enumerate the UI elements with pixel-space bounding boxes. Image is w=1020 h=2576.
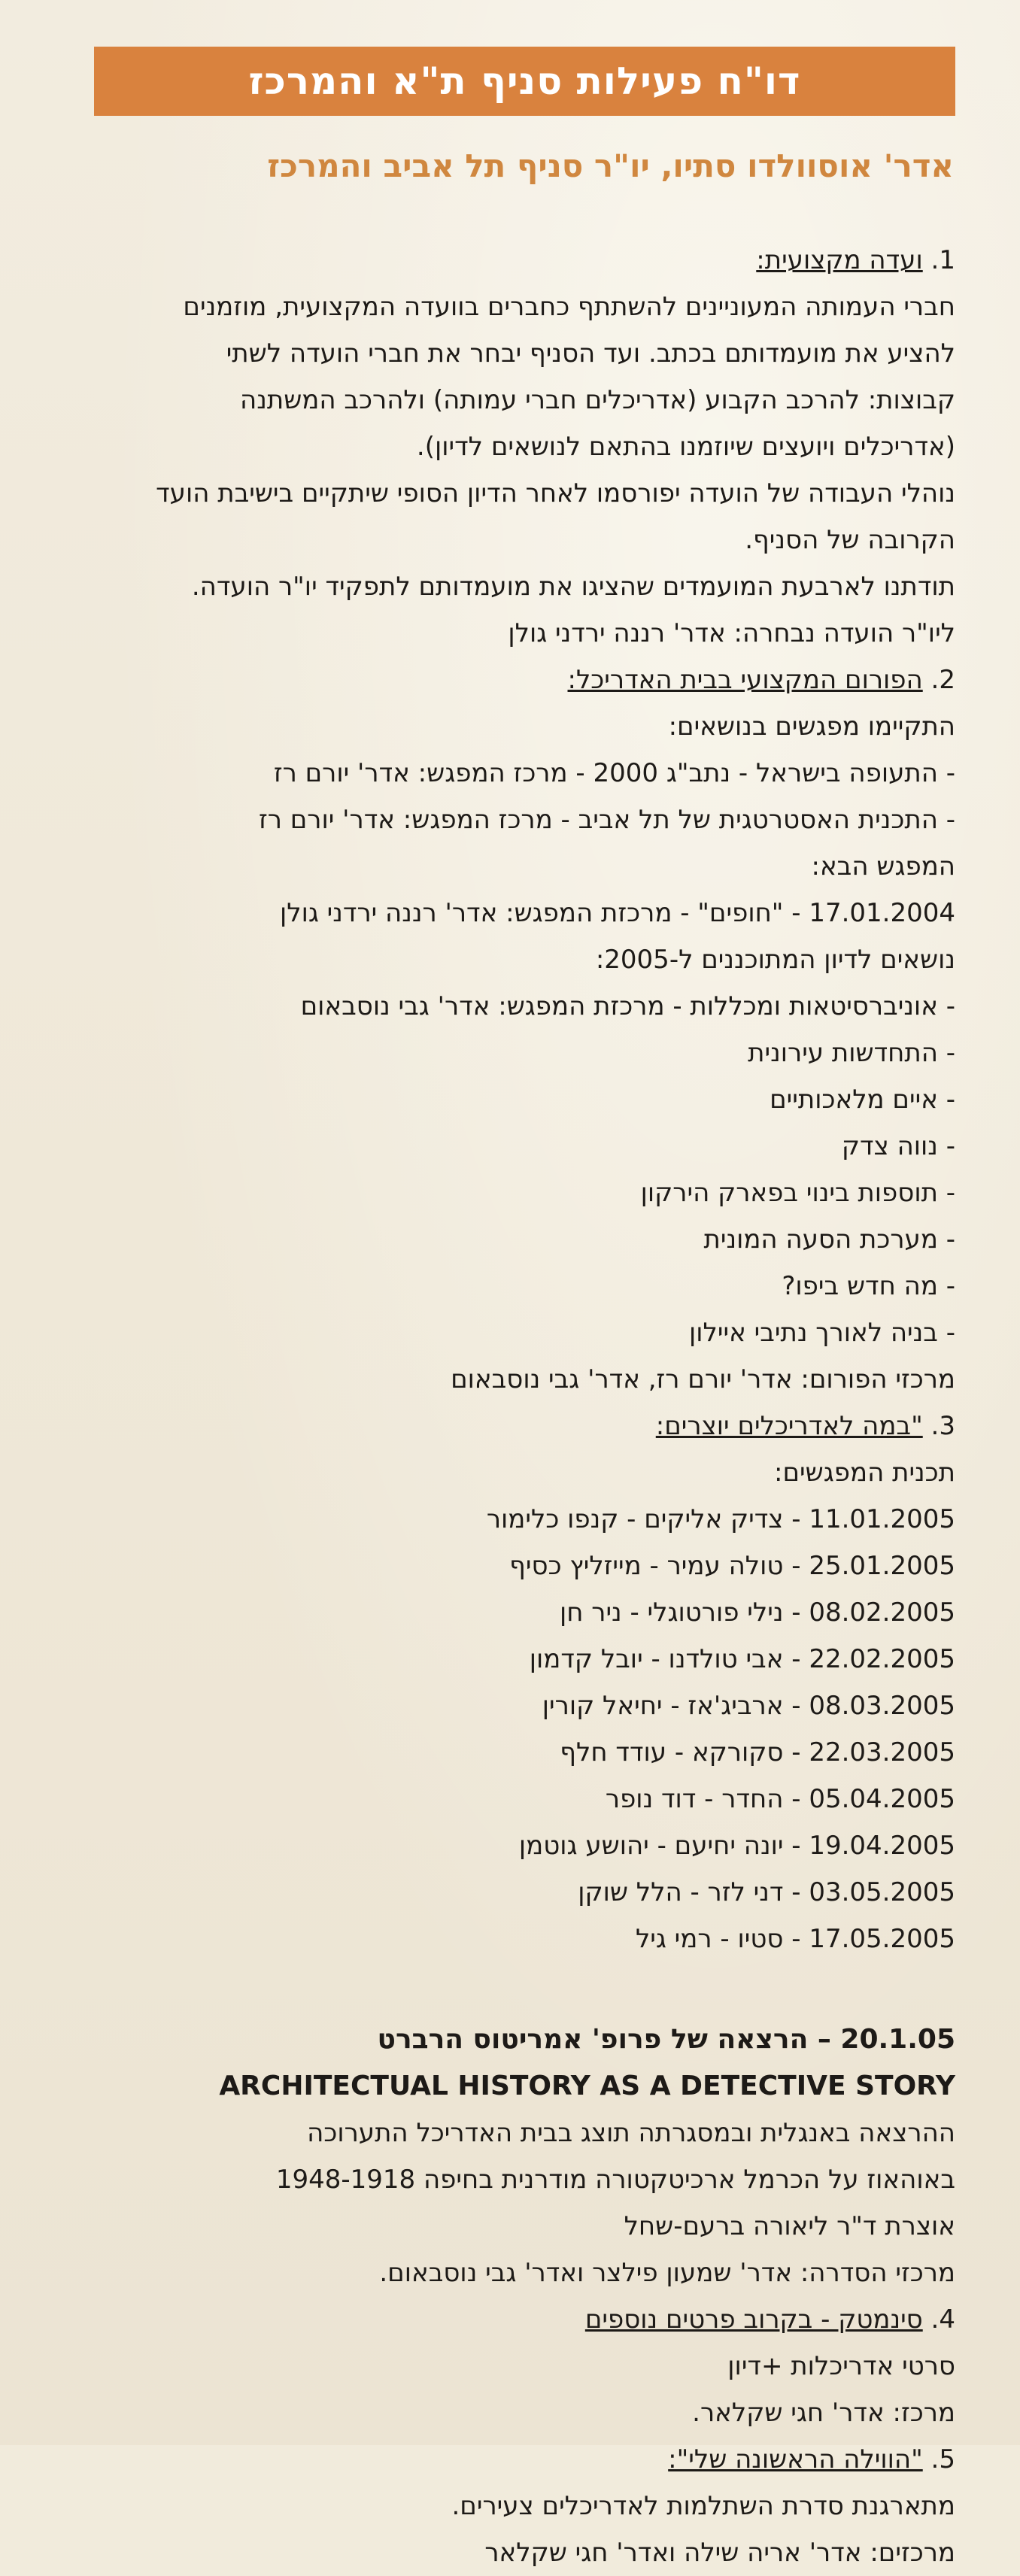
section-3-title: "במה לאדריכלים יוצרים: [655,1411,923,1441]
section-2-intro: התקיימו מפגשים בנושאים: [668,712,955,742]
section-1-line: ליו"ר הועדה נבחרה: אדר' רננה ירדני גולן [508,618,955,648]
section-1-line: חברי העמותה המעוניינים להשתתף כחברים בוועדה המקצועית, מוזמנים [183,292,955,322]
section-4-number: 4. [930,2304,955,2335]
meeting-date: 05.04.2005 [809,1784,955,1814]
section-4-heading [90,2296,955,2343]
section-4-title: סינמטק - בקרוב פרטים נוספים [584,2304,923,2335]
lecture-line: באוהאוז על הכרמל ארכיטקטורה מודרנית בחיפה 1948-1918 [275,2165,955,2195]
section-1-title: ועדה מקצועית: [756,245,923,275]
meeting-participants: - ארביג'אז - יחיאל קורין [542,1691,801,1721]
section-4-line: מרכז: אדר' חגי שקלאר. [692,2398,955,2428]
section-5-heading [90,2436,955,2483]
section-5-title: "הווילה הראשונה שלי": [668,2444,923,2474]
section-1-line: הקרובה של הסניף. [745,525,955,555]
topic-item: - מערכת הסעה המונית [703,1224,955,1255]
meeting-row [90,1589,955,1636]
meeting-date: 03.05.2005 [809,1877,955,1907]
lecture-line: מרכזי הסדרה: אדר' שמעון פילצר ואדר' גבי נוסבאום. [379,2258,955,2288]
next-meeting-label: המפגש הבא: [811,851,955,881]
section-5-line: מרכזים: אדר' אריה שילה ואדר' חגי שקלאר [484,2538,955,2568]
next-meeting: 17.01.2004 - "חופים" - מרכזת המפגש: אדר' רננה ירדני גולן [280,898,955,928]
meeting-participants: - יונה יחיעם - יהושע גוטמן [518,1831,801,1861]
lecture-line: ההרצאה באנגלית ובמסגרתה תוצג בבית האדריכל התערוכה [307,2118,955,2148]
meeting-date: 08.02.2005 [809,1597,955,1628]
meetings-list [90,1496,955,1962]
meeting-participants: - סקורקא - עודד חלף [560,1737,801,1767]
meeting-row [90,1729,955,1776]
topic-item: - בניה לאורך נתיבי איילון [689,1318,955,1348]
meeting-date: 11.01.2005 [809,1504,955,1534]
section-2-number: 2. [930,665,955,695]
topic-item: - התחדשות עירונית [748,1038,955,1068]
topic-item: - תוספות בינוי בפארק הירקון [640,1178,955,1208]
topic-item: - אוניברסיטאות ומכללות - מרכזת המפגש: אדר' גבי נוסבאום [300,991,955,1021]
author-subtitle: אדר' אוסוולדו סתיו, יו"ר סניף תל אביב והמרכז [267,147,954,184]
meeting-date: 22.03.2005 [809,1737,955,1767]
section-1-number: 1. [930,245,955,275]
meeting-row [90,1916,955,1962]
lecture-title: – הרצאה של פרופ' אמריטוס הרברט [377,2024,831,2055]
section-5-number: 5. [930,2444,955,2474]
lecture-date: 20.1.05 [840,2024,955,2055]
meeting-date: 25.01.2005 [809,1551,955,1581]
meeting-row [90,1636,955,1682]
meeting-row [90,1682,955,1729]
meeting-participants: - צדיק אליקים - קנפו כלימור [486,1504,801,1534]
meeting-date: 22.02.2005 [809,1644,955,1674]
meeting-participants: - סטיו - רמי גיל [635,1924,801,1954]
meeting-row [90,1776,955,1822]
meeting-participants: - נילי פורטוגלי - ניר חן [559,1597,801,1628]
topic-item: - מה חדש ביפו? [782,1271,955,1301]
section-2-heading [90,657,955,703]
section-3-intro: תכנית המפגשים: [774,1458,955,1488]
topic-item: - נווה צדק [841,1131,955,1161]
section-3-heading [90,1403,955,1449]
meeting-row [90,1822,955,1869]
section-3-number: 3. [930,1411,955,1441]
topics-label: נושאים לדיון המתוכננים ל-2005: [595,945,955,975]
spacer [90,1962,955,2016]
lecture-line: אוצרת ד"ר ליאורה ברעם-שחל [624,2211,955,2241]
section-1-line: (אדריכלים ויועצים שיוזמנו בהתאם לנושאים לדיון). [416,432,955,462]
lecture-heading [90,2016,955,2063]
section-1-line: נוהלי העבודה של הועדה יפורסמו לאחר הדיון הסופי שיתקיים בישיבת הועד [156,478,955,508]
meeting-participants: - אבי טולדנו - יובל קדמון [529,1644,801,1674]
report-banner [94,47,955,116]
meeting-participants: - טולה עמיר - מייזליץ כסיף [509,1551,801,1581]
section-1-line: קבוצות: להרכב הקבוע (אדריכלים חברי עמותה) ולהרכב המשתנה [240,385,955,415]
lecture-english-title: ARCHITECTUAL HISTORY AS A DETECTIVE STORY [219,2071,955,2101]
section-1-heading [90,237,955,284]
section-1-line: תודתנו לארבעת המועמדים שהציגו את מועמדותם לתפקיד יו"ר הועדה. [191,572,955,602]
section-5-line: מתארגנת סדרת השתלמות לאדריכלים צעירים. [451,2491,955,2521]
section-4-line: סרטי אדריכלות +דיון [727,2351,955,2381]
held-meeting-item: - התכנית האסטרטגית של תל אביב - מרכז המפגש: אדר' יורם רז [258,805,955,835]
section-2-title: הפורום המקצועי בבית האדריכל: [567,665,923,695]
meeting-row [90,1543,955,1589]
meeting-date: 17.05.2005 [809,1924,955,1954]
forum-coordinators: מרכזי הפורום: אדר' יורם רז, אדר' גבי נוסבאום [451,1364,955,1394]
meeting-date: 08.03.2005 [809,1691,955,1721]
report-body [90,237,955,2576]
meeting-participants: - דני לזר - הלל שוקן [578,1877,801,1907]
meeting-row [90,1869,955,1916]
held-meeting-item: - התעופה בישראל - נתב"ג 2000 - מרכז המפגש: אדר' יורם רז [273,758,955,788]
meeting-participants: - החדר - דוד נופר [605,1784,801,1814]
report-title: דו"ח פעילות סניף ת"א והמרכז [248,59,801,103]
meeting-date: 19.04.2005 [809,1831,955,1861]
meeting-row [90,1496,955,1543]
topic-item: - איים מלאכותיים [770,1085,955,1115]
section-1-line: להציע את מועמדותם בכתב. ועד הסניף יבחר את חברי הועדה לשתי [226,338,955,369]
